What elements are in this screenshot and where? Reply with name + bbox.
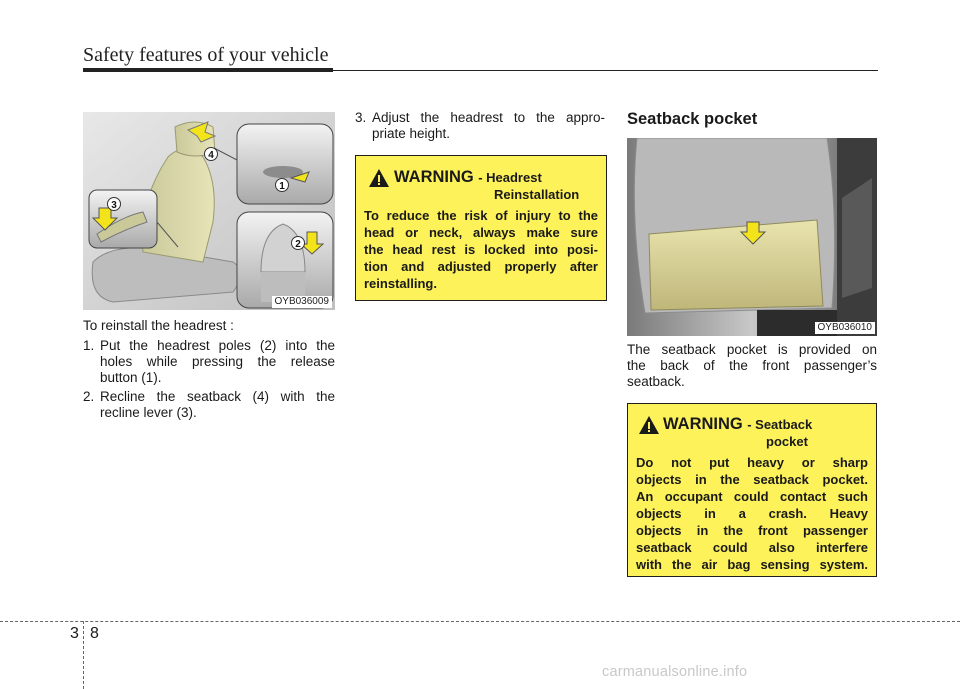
warning-topic-continued: Reinstallation xyxy=(494,187,580,202)
step-1 xyxy=(83,338,335,390)
page-number: 8 xyxy=(90,625,99,642)
warning-box-seatback xyxy=(627,403,877,577)
figure-label: OYB036010 xyxy=(815,322,876,334)
step-line: Put the headrest poles (2) into the xyxy=(100,338,335,353)
warning-line: seatback could also interfere xyxy=(636,540,868,555)
step-2 xyxy=(83,389,335,425)
step-line: recline lever (3). xyxy=(100,405,197,420)
seatback-illustration xyxy=(627,138,877,336)
chapter-number: 3 xyxy=(70,625,79,642)
step-line: button (1). xyxy=(100,370,162,385)
headrest-figure xyxy=(83,112,335,310)
step-line: holes while pressing the release xyxy=(100,354,335,369)
step-line: Adjust the headrest to the appro- xyxy=(372,110,605,125)
warning-topic: - Seatback xyxy=(747,417,813,432)
step-line: Recline the seatback (4) with the xyxy=(100,389,335,404)
footer-rule xyxy=(0,621,960,622)
step-line: priate height. xyxy=(372,126,451,141)
watermark: carmanualsonline.info xyxy=(602,664,748,680)
warning-line: tion and adjusted properly after xyxy=(364,259,598,274)
warning-line: objects in a crash. Heavy xyxy=(636,506,868,521)
warning-label: WARNING xyxy=(394,168,474,186)
warning-line: An occupant could contact such xyxy=(636,489,868,504)
paragraph-line: seatback. xyxy=(627,374,685,389)
warning-triangle-icon xyxy=(368,168,390,188)
warning-line: reinstalling. xyxy=(364,276,437,291)
warning-triangle-icon xyxy=(638,415,660,435)
callout-1 xyxy=(276,179,289,193)
header-rule-thin xyxy=(333,70,878,71)
svg-text:2: 2 xyxy=(295,239,301,250)
seatback-pocket-figure xyxy=(627,138,877,336)
figure-label: OYB036009 xyxy=(272,296,333,308)
warning-line: objects in the seatback pocket. xyxy=(636,472,868,487)
warning-line: the head rest is locked into posi- xyxy=(364,242,598,257)
step-number: 1. xyxy=(83,338,95,353)
warning-line: head or neck, always make sure xyxy=(364,225,598,240)
page-header-title: Safety features of your vehicle xyxy=(83,44,329,66)
seatback-paragraph xyxy=(627,342,877,390)
step-3 xyxy=(355,110,607,146)
header-rule xyxy=(83,68,333,72)
warning-label: WARNING xyxy=(663,415,743,433)
intro-line: To reinstall the headrest : xyxy=(83,318,234,333)
warning-line: Do not put heavy or sharp xyxy=(636,455,868,470)
warning-topic: - Headrest xyxy=(478,170,542,185)
warning-line: objects in the front passenger xyxy=(636,523,868,538)
paragraph-line: The seatback pocket is provided on xyxy=(627,342,877,357)
warning-box-headrest xyxy=(355,155,607,301)
section-heading: Seatback pocket xyxy=(627,110,758,128)
callout-3 xyxy=(108,198,121,212)
paragraph-line: the back of the front passenger’s xyxy=(627,358,877,373)
step-number: 3. xyxy=(355,110,367,125)
headrest-illustration xyxy=(83,112,335,310)
warning-line: with the air bag sensing system. xyxy=(636,557,868,572)
callout-4 xyxy=(205,148,218,162)
svg-text:4: 4 xyxy=(208,150,214,161)
svg-text:1: 1 xyxy=(279,181,285,192)
intro-text xyxy=(83,318,335,334)
svg-text:3: 3 xyxy=(111,200,117,211)
warning-line: To reduce the risk of injury to the xyxy=(364,208,598,223)
step-number: 2. xyxy=(83,389,95,404)
callout-2 xyxy=(292,237,305,251)
warning-topic-continued: pocket xyxy=(766,434,808,449)
footer-divider xyxy=(83,621,84,689)
